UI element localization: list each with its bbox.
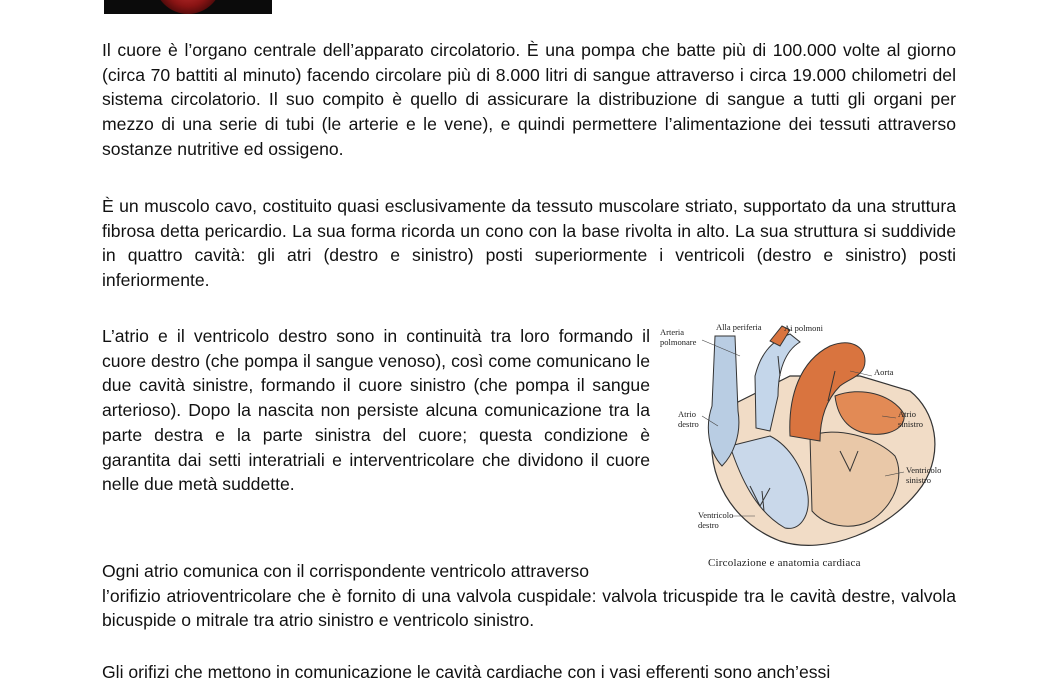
label-ventricolo-destro: Ventricolo destro bbox=[698, 510, 734, 530]
vena-cava bbox=[708, 336, 739, 466]
label-atrio-destro: Atrio destro bbox=[678, 409, 699, 429]
label-alla-periferia: Alla periferia bbox=[716, 322, 762, 332]
label-ventricolo-sinistro: Ventricolo sinistro bbox=[906, 465, 942, 485]
paragraph-continuity: L’atrio e il ventricolo destro sono in continuità tra loro formando il cuore destro (che pompa il sangue venoso), così come comunicano le due cavità sinistre, formando il cuore sinistro (che pompa il sangue arterioso). Dopo la nascita non persiste alcuna comunicazione tra la parte destra e la parte sinistra del cuore; questa condizione è garantita dai setti interatriali e interventricolare che dividono il cuore nelle due metà suddette. bbox=[102, 326, 650, 495]
paragraph-orifices: Gli orifizi che mettono in comunicazione le cavità cardiache con i vasi efferenti sono anch’essi bbox=[102, 662, 831, 682]
paragraph-valves-rest: l’orifizio atrioventricolare che è fornito di una valvola cuspidale: valvola tricuspide tra le cavità destre, valvola bicuspide o mitrale tra atrio sinistro e ventricolo sinistro. bbox=[102, 585, 956, 631]
paragraph-structure: È un muscolo cavo, costituito quasi esclusivamente da tessuto muscolare striato, supportato da una struttura fibrosa detta pericardio. La sua forma ricorda un cono con la base rivolta in alto. La sua struttura si suddivide in quattro cavità: gli atri (destro e sinistro) posti superiormente i ventricoli (destro e sinistro) posti inferiormente. bbox=[102, 196, 956, 291]
header-heart-image bbox=[104, 0, 272, 14]
paragraph-valves-line1: Ogni atrio comunica con il corrispondente ventricolo attraverso bbox=[102, 561, 589, 581]
label-ai-polmoni: Ai polmoni bbox=[784, 323, 823, 333]
paragraph-valves bbox=[102, 559, 956, 633]
heart-glow bbox=[154, 0, 222, 14]
label-arteria-polmonare: Arteria polmonare bbox=[660, 327, 697, 347]
heart-anatomy-figure bbox=[660, 316, 956, 578]
paragraph-intro: Il cuore è l’organo centrale dell’apparato circolatorio. È una pompa che batte più di 100.000 volte al giorno (circa 70 battiti al minuto) facendo circolare più di 8.000 litri di sangue attraverso i circa 19.000 chilometri del sistema circolatorio. Il suo compito è quello di assicurare la distribuzione di sangue a tutti gli organi per mezzo di una serie di tubi (le arterie e le vene), e quindi permettere l’alimentazione dei tessuti attraverso sostanze nutritive ed ossigeno. bbox=[102, 40, 956, 159]
label-atrio-sinistro: Atrio sinistro bbox=[898, 409, 924, 429]
figure-caption: Circolazione e anatomia cardiaca bbox=[708, 557, 861, 569]
label-aorta: Aorta bbox=[874, 367, 894, 377]
